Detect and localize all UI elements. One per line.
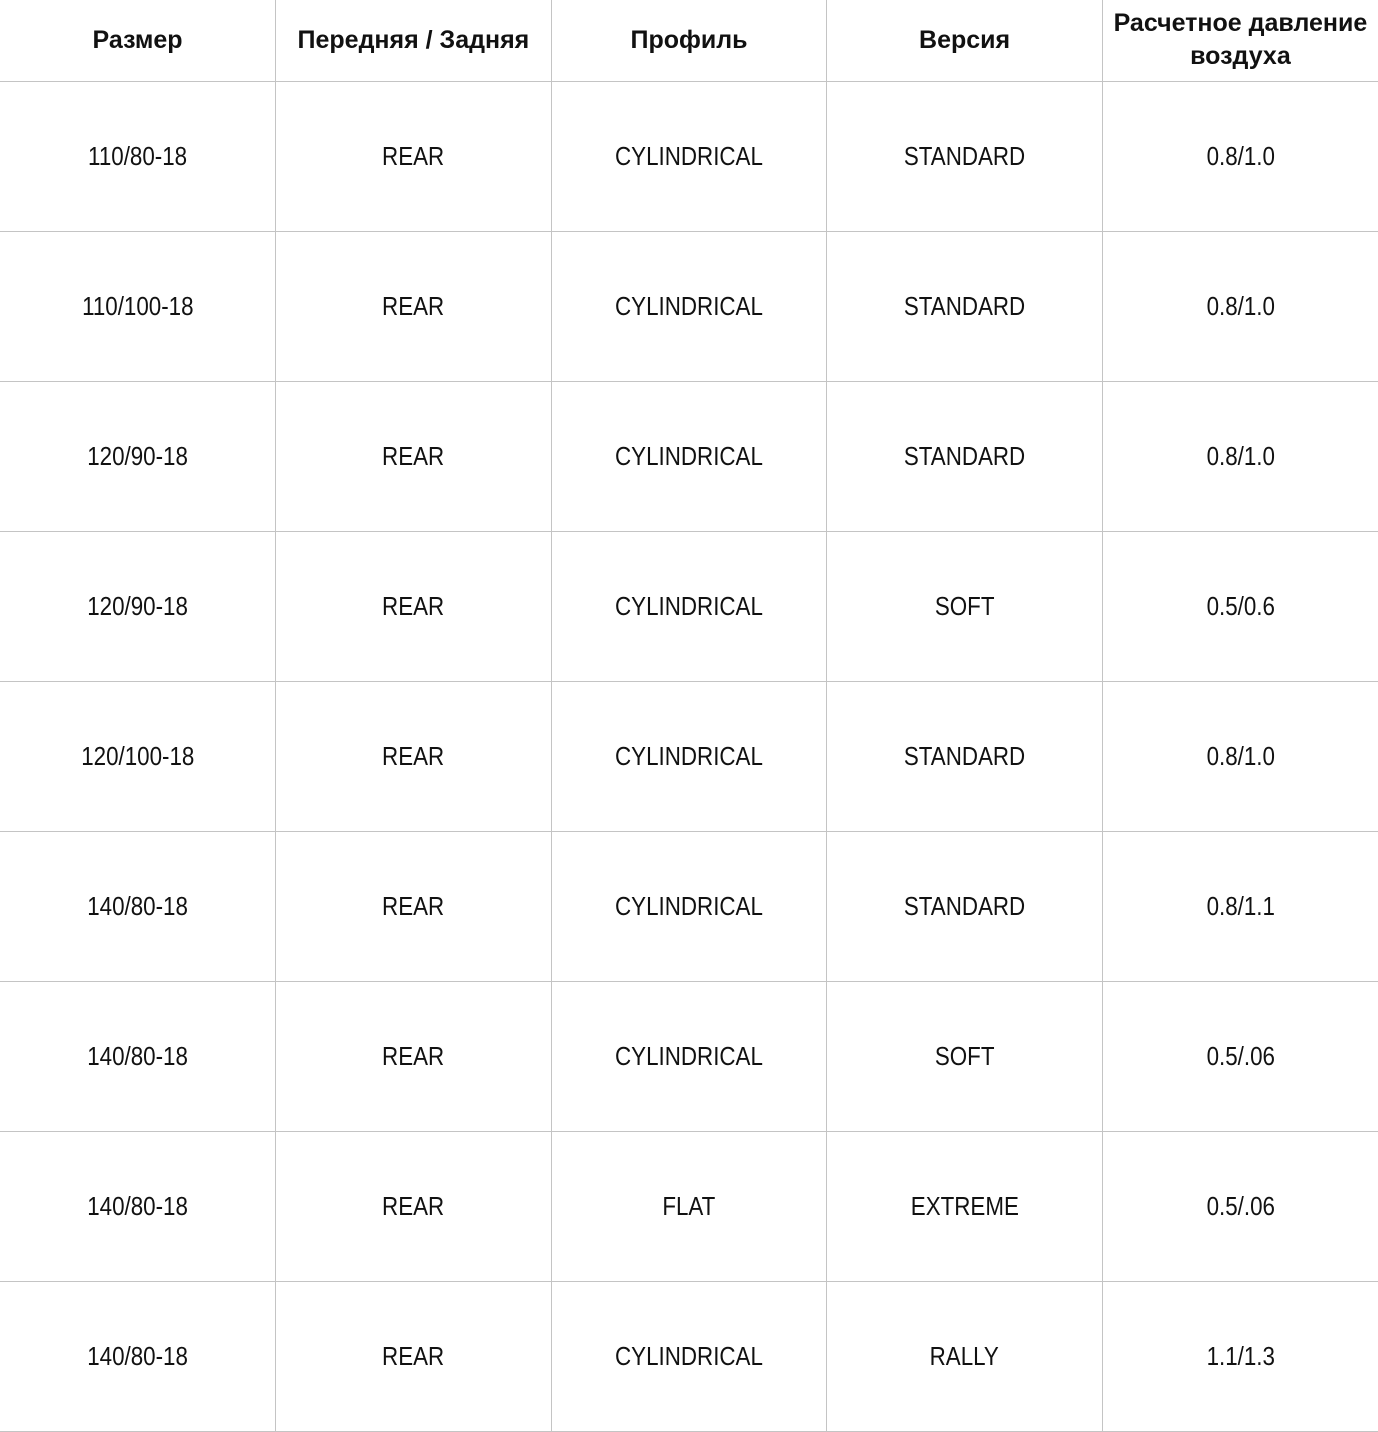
cell-version: RALLY [827,1281,1103,1431]
cell-air-pressure: 0.8/1.0 [1102,681,1378,831]
cell-size: 110/100-18 [0,231,276,381]
table-row [0,831,1378,981]
cell-version: SOFT [827,981,1103,1131]
cell-size: 120/90-18 [0,381,276,531]
cell-version: STANDARD [827,681,1103,831]
table-body [0,81,1378,1431]
cell-size: 140/80-18 [0,831,276,981]
cell-air-pressure: 0.8/1.0 [1102,381,1378,531]
cell-front-rear: REAR [276,381,552,531]
cell-front-rear: REAR [276,981,552,1131]
cell-size: 120/100-18 [0,681,276,831]
cell-size: 140/80-18 [0,981,276,1131]
cell-front-rear: REAR [276,1281,552,1431]
header-version: Версия [827,0,1103,81]
cell-front-rear: REAR [276,681,552,831]
cell-size: 120/90-18 [0,531,276,681]
cell-size: 140/80-18 [0,1281,276,1431]
table-row [0,531,1378,681]
cell-version: STANDARD [827,231,1103,381]
header-front-rear: Передняя / Задняя [276,0,552,81]
cell-profile: CYLINDRICAL [551,81,827,231]
cell-profile: CYLINDRICAL [551,381,827,531]
cell-air-pressure: 0.8/1.0 [1102,81,1378,231]
cell-size: 140/80-18 [0,1131,276,1281]
header-profile: Профиль [551,0,827,81]
cell-version: STANDARD [827,831,1103,981]
cell-profile: FLAT [551,1131,827,1281]
cell-version: SOFT [827,531,1103,681]
cell-profile: CYLINDRICAL [551,981,827,1131]
table-row [0,1131,1378,1281]
cell-air-pressure: 0.5/.06 [1102,981,1378,1131]
cell-profile: CYLINDRICAL [551,831,827,981]
cell-profile: CYLINDRICAL [551,1281,827,1431]
cell-front-rear: REAR [276,81,552,231]
cell-front-rear: REAR [276,531,552,681]
table-header [0,0,1378,81]
table-row [0,231,1378,381]
header-size: Размер [0,0,276,81]
table-row [0,981,1378,1131]
cell-air-pressure: 0.8/1.0 [1102,231,1378,381]
cell-version: EXTREME [827,1131,1103,1281]
cell-air-pressure: 0.8/1.1 [1102,831,1378,981]
table-row [0,81,1378,231]
cell-size: 110/80-18 [0,81,276,231]
cell-air-pressure: 1.1/1.3 [1102,1281,1378,1431]
cell-version: STANDARD [827,81,1103,231]
cell-front-rear: REAR [276,231,552,381]
cell-version: STANDARD [827,381,1103,531]
cell-front-rear: REAR [276,831,552,981]
cell-air-pressure: 0.5/.06 [1102,1131,1378,1281]
cell-profile: CYLINDRICAL [551,531,827,681]
header-air-pressure: Расчетное давление воздуха [1102,0,1378,81]
cell-profile: CYLINDRICAL [551,681,827,831]
table-row [0,381,1378,531]
header-row [0,0,1378,81]
cell-air-pressure: 0.5/0.6 [1102,531,1378,681]
table-row [0,1281,1378,1431]
cell-profile: CYLINDRICAL [551,231,827,381]
table-row [0,681,1378,831]
cell-front-rear: REAR [276,1131,552,1281]
